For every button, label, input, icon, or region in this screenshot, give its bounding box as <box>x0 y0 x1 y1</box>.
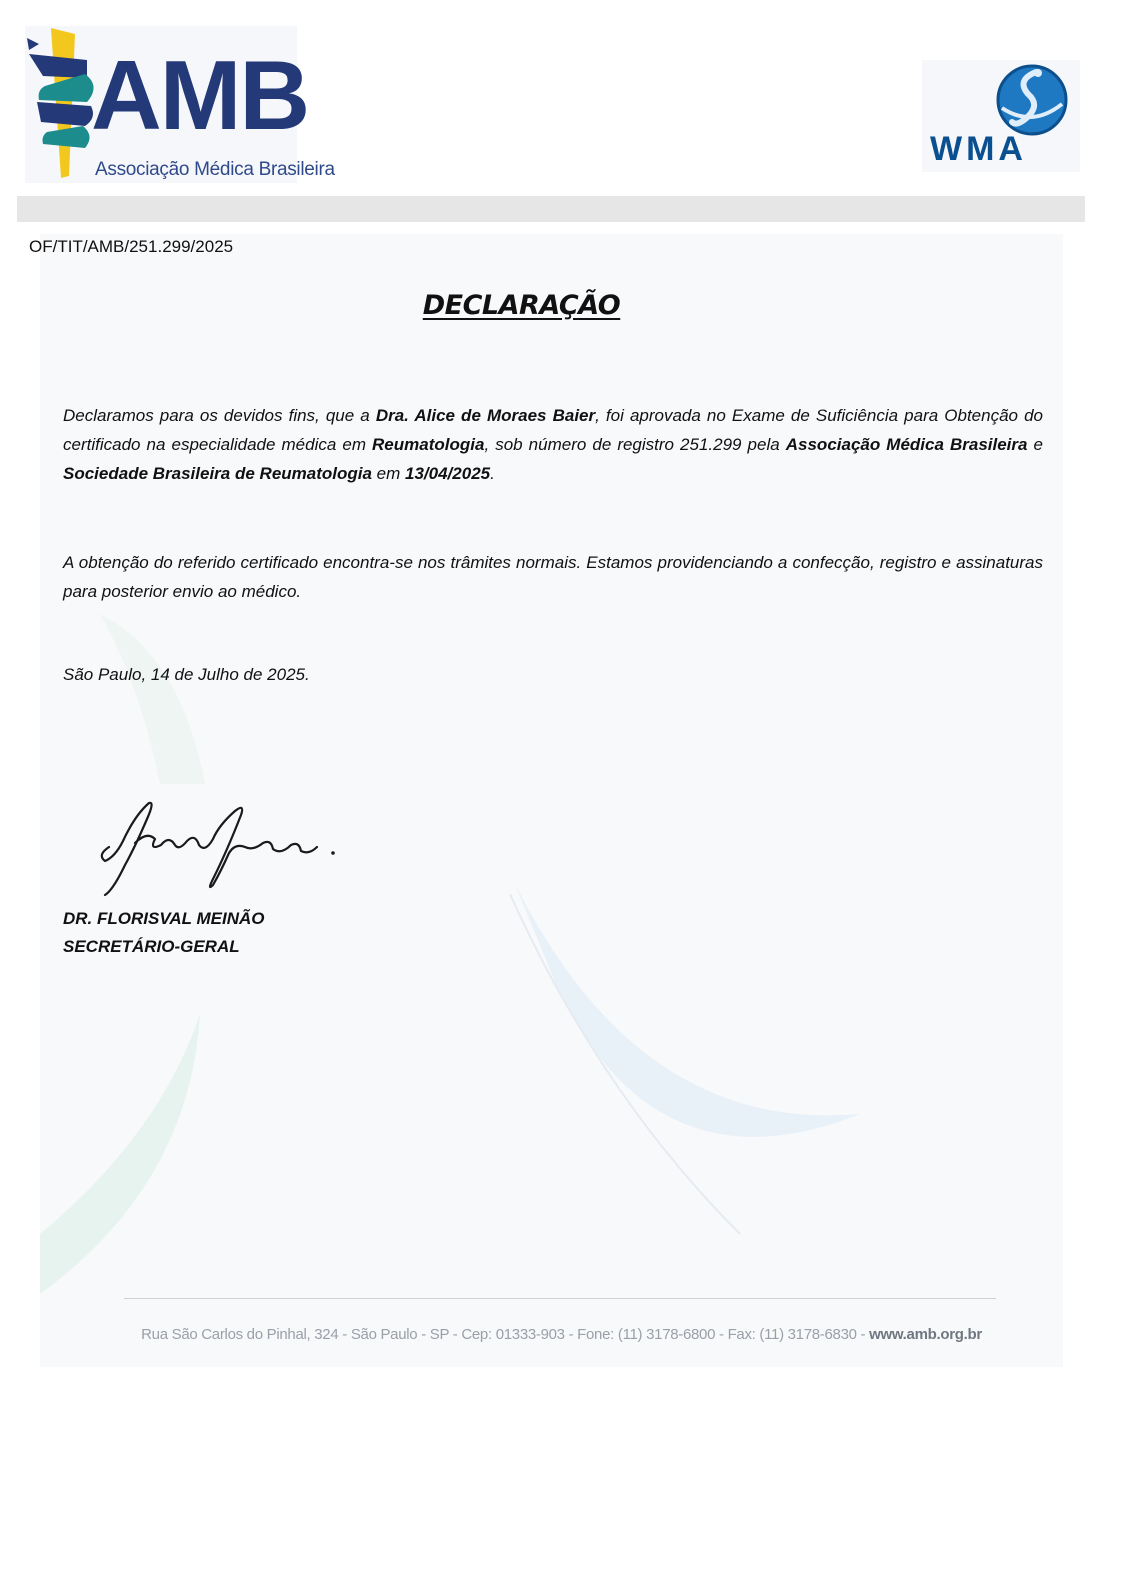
amb-subtitle: Associação Médica Brasileira <box>95 159 335 180</box>
footer-contact <box>40 1326 1083 1343</box>
specialty: Reumatologia <box>372 435 485 454</box>
wma-wordmark: WMA <box>930 130 1027 168</box>
handwritten-signature <box>95 795 345 900</box>
declaration-paragraph: Declaramos para os devidos fins, que a Dra. Alice de Moraes Baier, foi aprovada no Exame de Suficiência para Obtenção do certificado na especialidade médica em Reumatologia, sob número de registro 251.299 pela Associação Médica Brasileira e Sociedade Brasileira de Reumatologia em 13/04/2025. <box>63 406 1043 483</box>
footer-address: Rua São Carlos do Pinhal, 324 - São Paulo - SP - Cep: 01333-903 - Fone: (11) 3178-6800 - Fax: (11) 3178-6830 - <box>141 1326 870 1343</box>
wma-logo <box>922 60 1080 172</box>
doctor-name: Dra. Alice de Moraes Baier <box>375 406 596 425</box>
header-divider-bar <box>17 196 1085 222</box>
organization-amb: Associação Médica Brasileira <box>785 435 1028 454</box>
status-paragraph: A obtenção do referido certificado encontra-se nos trâmites normais. Estamos providenciando a confecção, registro e assinaturas para posterior envio ao médico. <box>63 553 1043 601</box>
document-title: DECLARAÇÃO <box>422 290 621 321</box>
footer-website-link[interactable]: www.amb.org.br <box>869 1326 982 1343</box>
amb-logo <box>25 26 335 183</box>
reference-number: OF/TIT/AMB/251.299/2025 <box>29 237 234 256</box>
signer-title: SECRETÁRIO-GERAL <box>63 937 240 956</box>
organization-sbr: Sociedade Brasileira de Reumatologia <box>63 464 372 483</box>
serpent-globe-icon <box>992 64 1072 136</box>
signer-name: DR. FLORISVAL MEINÃO <box>63 909 265 928</box>
date-line: São Paulo, 14 de Julho de 2025. <box>63 665 310 684</box>
footer-divider <box>124 1298 996 1299</box>
amb-wordmark: AMB <box>91 40 309 150</box>
exam-date: 13/04/2025 <box>405 464 491 483</box>
